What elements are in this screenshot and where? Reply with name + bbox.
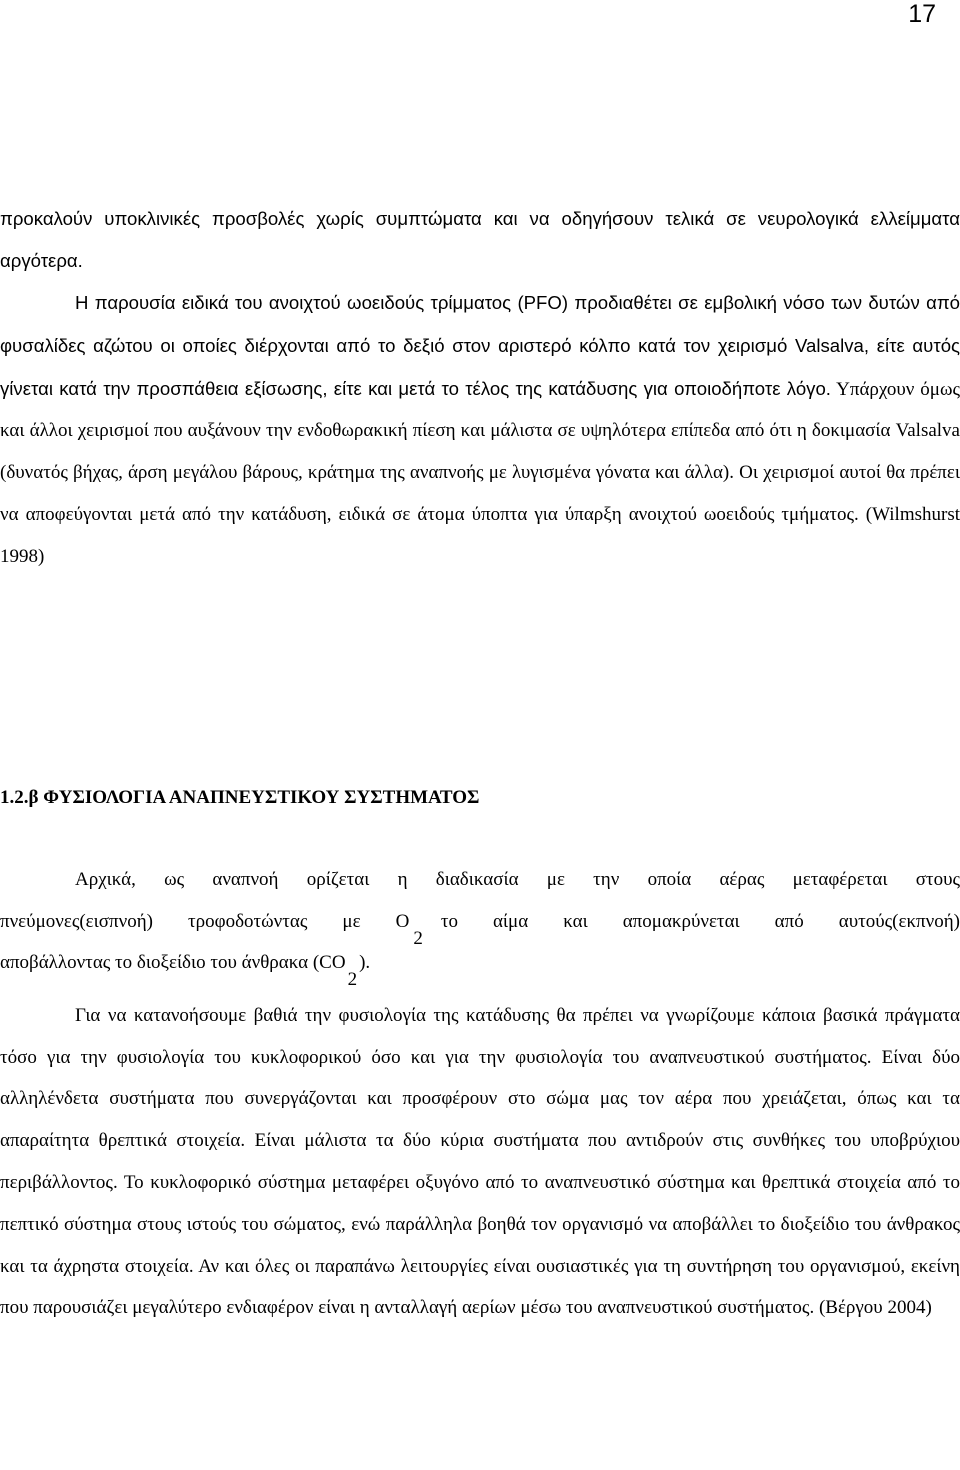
- co2-subscript: 2: [347, 969, 358, 991]
- body-text: [0, 198, 960, 578]
- paragraph-2-part-2: Υπάρχουν όμως και άλλοι χειρισμοί που αυξάνουν την ενδοθωρακική πίεση και μάλιστα σε υψηλότερα επίπεδα από ότι η δοκιμασία Valsalva (δυνατός βήχας, άρση μεγάλου βάρους, κράτημα της αναπνοής με λυγισμένα γόνατα και άλλα). Οι χειρισμοί αυτοί θα πρέπει να αποφεύγονται μετά από την κατάδυση, ειδικά σε άτομα ύποπτα για ύπαρξη ανοιχτού ωοειδούς τμήματος. (Wilmshurst 1998): [0, 378, 960, 567]
- paragraph-3-line-1: Αρχικά, ως αναπνοή ορίζεται η διαδικασία με την οποία αέρας μεταφέρεται στους: [75, 869, 960, 890]
- line-3-text-after: ).: [359, 952, 371, 974]
- paragraph-3-line-2: [0, 901, 960, 949]
- paragraph-2: [0, 282, 960, 578]
- paragraph-1: προκαλούν υποκλινικές προσβολές χωρίς συμπτώματα και να οδηγήσουν τελικά σε νευρολογικά ελλείμματα αργότερα.: [0, 208, 960, 271]
- line-3-text-before: αποβάλλοντας το διοξείδιο του άνθρακα (CO: [0, 952, 346, 974]
- section-heading: 1.2.β ΦΥΣΙΟΛΟΓΙΑ ΑΝΑΠΝΕΥΣΤΙΚΟΥ ΣΥΣΤΗΜΑΤΟΣ: [0, 787, 480, 808]
- line-2-text-after: το αίμα και απομακρύνεται από αυτούς(εκπνοή): [440, 910, 960, 932]
- paragraph-2-part-1: Η παρουσία ειδικά του ανοιχτού ωοειδούς τρίμματος (PFO) προδιαθέτει σε εμβολική νόσο των δυτών από φυσαλίδες αζώτου οι οποίες διέρχονται από το δεξιό στον αριστερό κόλπο κατά τον χειρισμό Valsalva, είτε αυτός γίνεται κατά την προσπάθεια εξίσωσης, είτε και μετά το τέλος της κατάδυσης για οποιοδήποτε λόγο.: [0, 292, 960, 399]
- paragraph-4: Για να κατανοήσουμε βαθιά την φυσιολογία της κατάδυσης θα πρέπει να γνωρίζουμε κάποια βασικά πράγματα τόσο για την φυσιολογία του κυκλοφορικού όσο και για την φυσιολογία του αναπνευστικού συστήματος. Είναι δύο αλληλένδετα συστήματα που συνεργάζονται και προσφέρουν στο σώμα μας τον αέρα που χρειάζεται, όπως και τα απαραίτητα θρεπτικά στοιχεία. Είναι μάλιστα τα δύο κύρια συστήματα που αντιδρούν στις συνθήκες του υποβρύχιου περιβάλλοντος. Το κυκλοφορικό σύστημα μεταφέρει οξυγόνο από το αναπνευστικό σύστημα και θρεπτικά στοιχεία από το πεπτικό σύστημα στους ιστούς του σώματος, ενώ παράλληλα βοηθά τον οργανισμό να αποβάλλει το διοξείδιο του άνθρακος και τα άχρηστα στοιχεία. Αν και όλες οι παραπάνω λειτουργίες είναι ουσιαστικές για τη συντήρηση του οργανισμού, εκείνη που παρουσιάζει μεγαλύτερο ενδιαφέρον είναι η ανταλλαγή αερίων μέσω του αναπνευστικού συστήματος. (Βέργου 2004): [0, 1004, 960, 1319]
- paragraph-3: [0, 859, 960, 991]
- oxygen-subscript: 2: [413, 927, 423, 949]
- section-body: [0, 859, 960, 1329]
- paragraph-3-line-3: [0, 942, 960, 991]
- page-number: 17: [908, 0, 936, 28]
- line-2-text-before: πνεύμονες(εισπνοή) τροφοδοτώντας με Ο: [0, 910, 410, 932]
